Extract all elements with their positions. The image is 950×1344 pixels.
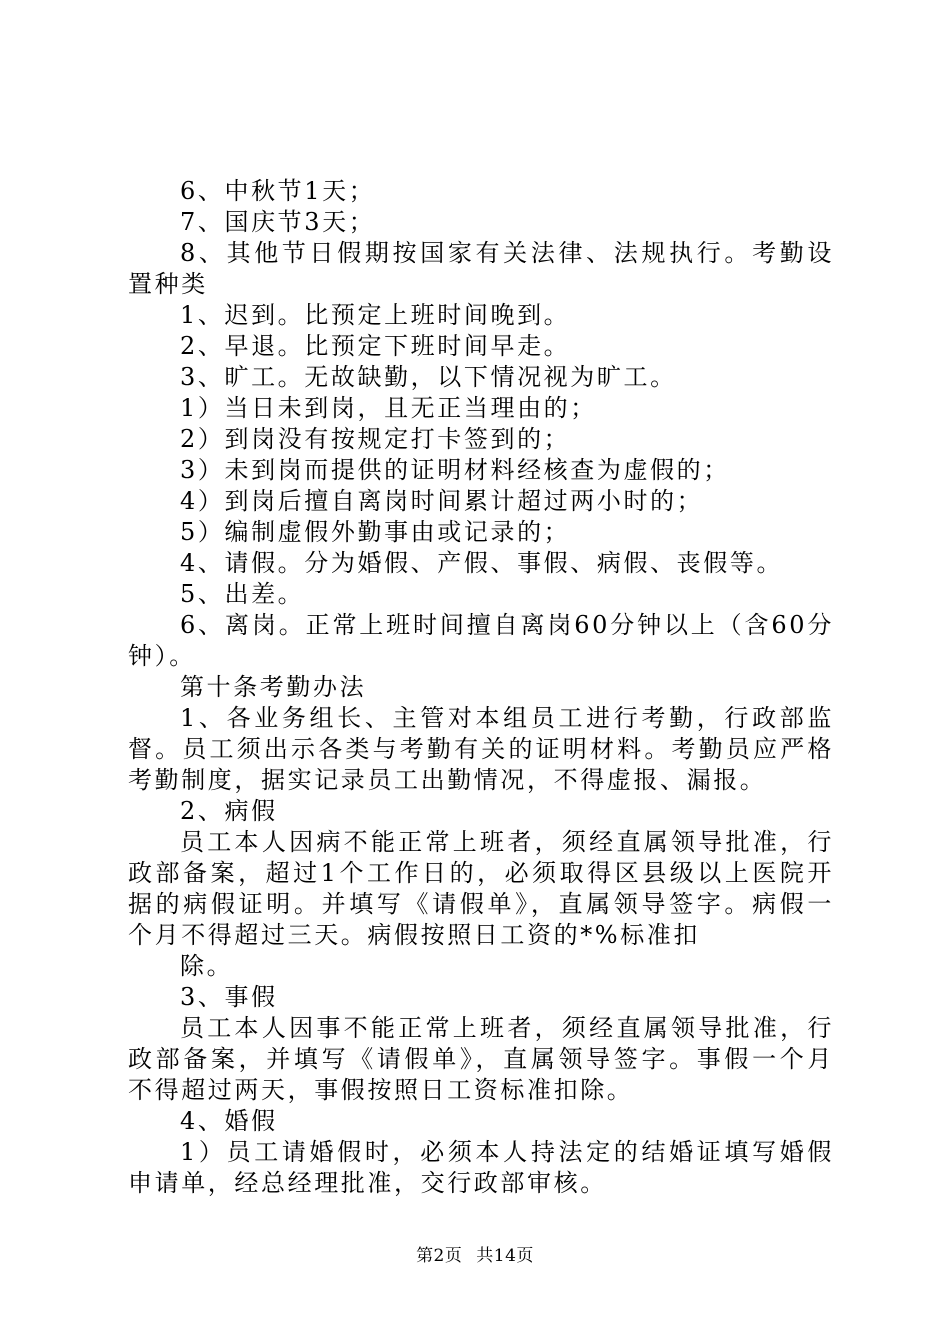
paragraph: 7、国庆节3天；	[180, 208, 376, 236]
paragraph: 1）员工请婚假时，必须本人持法定的结婚证填写婚假申请单，经总经理批准，交行政部审核。	[128, 1138, 834, 1197]
paragraph: 员工本人因病不能正常上班者，须经直属领导批准，行政部备案，超过1个工作日的，必须取得区县级以上医院开据的病假证明。并填写《请假单》，直属领导签字。病假一个月不得超过三天。病假按照日工资的*%标准扣	[128, 828, 834, 949]
page-footer	[0, 1241, 950, 1266]
paragraph: 5、出差。	[180, 580, 305, 608]
paragraph: 1、各业务组长、主管对本组员工进行考勤，行政部监督。员工须出示各类与考勤有关的证明材料。考勤员应严格考勤制度，据实记录员工出勤情况，不得虚报、漏报。	[128, 704, 834, 794]
subsection-heading: 4、婚假	[180, 1107, 278, 1135]
paragraph: 8、其他节日假期按国家有关法律、法规执行。考勤设置种类	[128, 239, 834, 298]
paragraph: 除。	[180, 952, 234, 980]
paragraph: 3、旷工。无故缺勤，以下情况视为旷工。	[180, 363, 677, 391]
document-body	[128, 176, 834, 1199]
paragraph: 1）当日未到岗，且无正当理由的；	[180, 394, 597, 422]
paragraph: 4、请假。分为婚假、产假、事假、病假、丧假等。	[180, 549, 784, 577]
subsection-heading: 2、病假	[180, 797, 278, 825]
paragraph: 4）到岗后擅自离岗时间累计超过两小时的；	[180, 487, 704, 515]
paragraph: 员工本人因事不能正常上班者，须经直属领导批准，行政部备案，并填写《请假单》，直属领导签字。事假一个月不得超过两天，事假按照日工资标准扣除。	[128, 1014, 834, 1104]
paragraph: 1、迟到。比预定上班时间晚到。	[180, 301, 571, 329]
paragraph: 6、离岗。正常上班时间擅自离岗60分钟以上（含60分钟）。	[128, 611, 834, 670]
section-heading: 第十条考勤办法	[180, 673, 367, 701]
paragraph: 2、早退。比预定下班时间早走。	[180, 332, 571, 360]
paragraph: 2）到岗没有按规定打卡签到的；	[180, 425, 571, 453]
subsection-heading: 3、事假	[180, 983, 278, 1011]
paragraph: 5）编制虚假外勤事由或记录的；	[180, 518, 571, 546]
page-number: 第2页	[416, 1246, 463, 1266]
paragraph: 6、中秋节1天；	[180, 177, 376, 205]
paragraph: 3）未到岗而提供的证明材料经核查为虚假的；	[180, 456, 730, 484]
page-total: 共14页	[476, 1246, 534, 1266]
